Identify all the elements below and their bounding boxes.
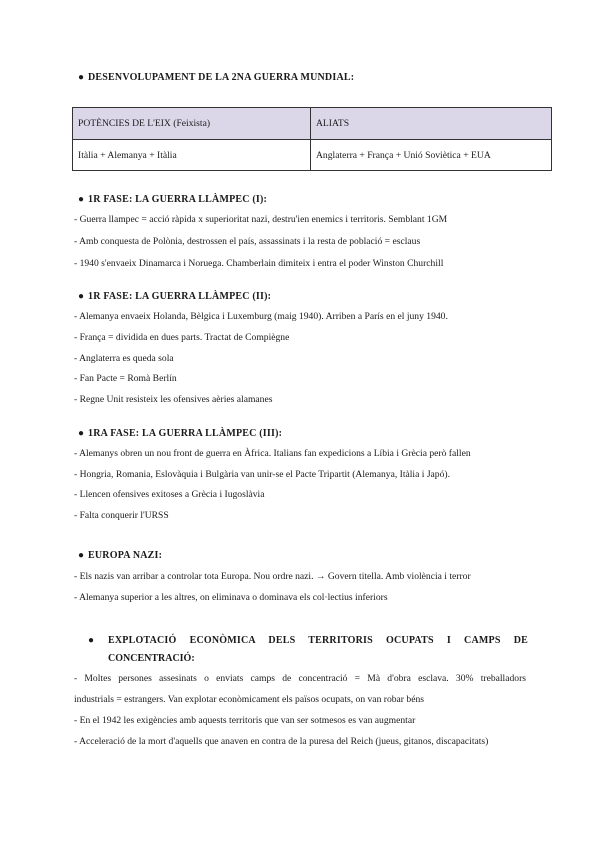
main-heading-text: DESENVOLUPAMENT DE LA 2NA GUERRA MUNDIAL: <box>88 72 355 83</box>
bullet-icon: ● <box>78 550 85 561</box>
section-heading-1 <box>78 194 268 205</box>
list-item: - França = dividida en dues parts. Tractat de Compiègne <box>74 332 290 343</box>
list-item: - Fan Pacte = Romà Berlín <box>74 373 177 384</box>
list-item: - Moltes persones assesinats o enviats camps de concentració = Mà d'obra esclava. 30% treballadors <box>74 673 526 684</box>
list-item: - Acceleració de la mort d'aquells que anaven en contra de la puresa del Reich (jueus, gitanos, discapacitats) <box>74 736 489 747</box>
list-item: - Regne Unit resisteix les ofensives aèries alamanes <box>74 394 273 405</box>
table-header-allies: ALIATS <box>311 108 552 140</box>
section-heading-text: 1R FASE: LA GUERRA LLÀMPEC (I): <box>88 194 268 205</box>
bullet-icon: ● <box>78 291 85 302</box>
list-item: industrials = estrangers. Van explotar econòmicament els països ocupats, on van robar béns <box>74 694 424 705</box>
table-cell-axis: Itàlia + Alemanya + Itàlia <box>73 140 311 171</box>
section-heading-text-line1: EXPLOTACIÓ ECONÒMICA DELS TERRITORIS OCUPATS I CAMPS DE <box>108 635 528 646</box>
table-cell-allies: Anglaterra + França + Unió Soviètica + EUA <box>311 140 552 171</box>
list-item: - Alemanya superior a les altres, on eliminava o dominava els col·lectius inferiors <box>74 592 388 603</box>
list-item: - Falta conquerir l'URSS <box>74 510 169 521</box>
list-item: - Els nazis van arribar a controlar tota Europa. Nou ordre nazi. → Govern titella. Amb violència i terror <box>74 571 471 582</box>
table-row <box>73 140 552 171</box>
table-header-row <box>73 108 552 140</box>
list-item: - Alemanys obren un nou front de guerra en Àfrica. Italians fan expedicions a Líbia i Grècia però fallen <box>74 448 471 459</box>
list-item: - Guerra llampec = acció ràpida x superioritat nazi, destru'ien enemics i territoris. Semblant 1GM <box>74 214 448 225</box>
list-item: - Hongria, Romania, Eslovàquia i Bulgària van unir-se el Pacte Tripartit (Alemanya, Itàlia i Japó). <box>74 469 450 480</box>
list-item: - 1940 s'envaeix Dinamarca i Noruega. Chamberlain dimiteix i entra el poder Winston Churchill <box>74 258 444 269</box>
section-heading-text: EUROPA NAZI: <box>88 550 163 561</box>
bullet-icon: ● <box>88 635 95 646</box>
section-heading-text: 1R FASE: LA GUERRA LLÀMPEC (II): <box>88 291 272 302</box>
section-heading-2 <box>78 291 272 302</box>
bullet-icon: ● <box>78 194 85 205</box>
section-heading-5 <box>88 631 528 650</box>
list-item: - Anglaterra es queda sola <box>74 353 174 364</box>
list-item: - En el 1942 les exigències amb aquests territoris que van ser sotmesos es van augmentar <box>74 715 416 726</box>
list-item: - Amb conquesta de Polònia, destrossen el país, assassinats i la resta de població = esclaus <box>74 236 421 247</box>
section-heading-text: 1RA FASE: LA GUERRA LLÀMPEC (III): <box>88 428 283 439</box>
bullet-icon: ● <box>78 428 85 439</box>
section-heading-4 <box>78 550 163 561</box>
list-item: - Llencen ofensives exitoses a Grècia i Iugoslàvia <box>74 489 265 500</box>
section-heading-3 <box>78 428 283 439</box>
bullet-icon: ● <box>78 72 85 83</box>
section-heading-5-continued: CONCENTRACIÓ: <box>108 653 195 664</box>
list-item: - Alemanya envaeix Holanda, Bèlgica i Luxemburg (maig 1940). Arriben a París en el juny 1940. <box>74 311 448 322</box>
powers-table <box>72 107 552 171</box>
table-header-axis: POTÈNCIES DE L'EIX (Feixista) <box>73 108 311 140</box>
main-heading <box>78 72 355 83</box>
